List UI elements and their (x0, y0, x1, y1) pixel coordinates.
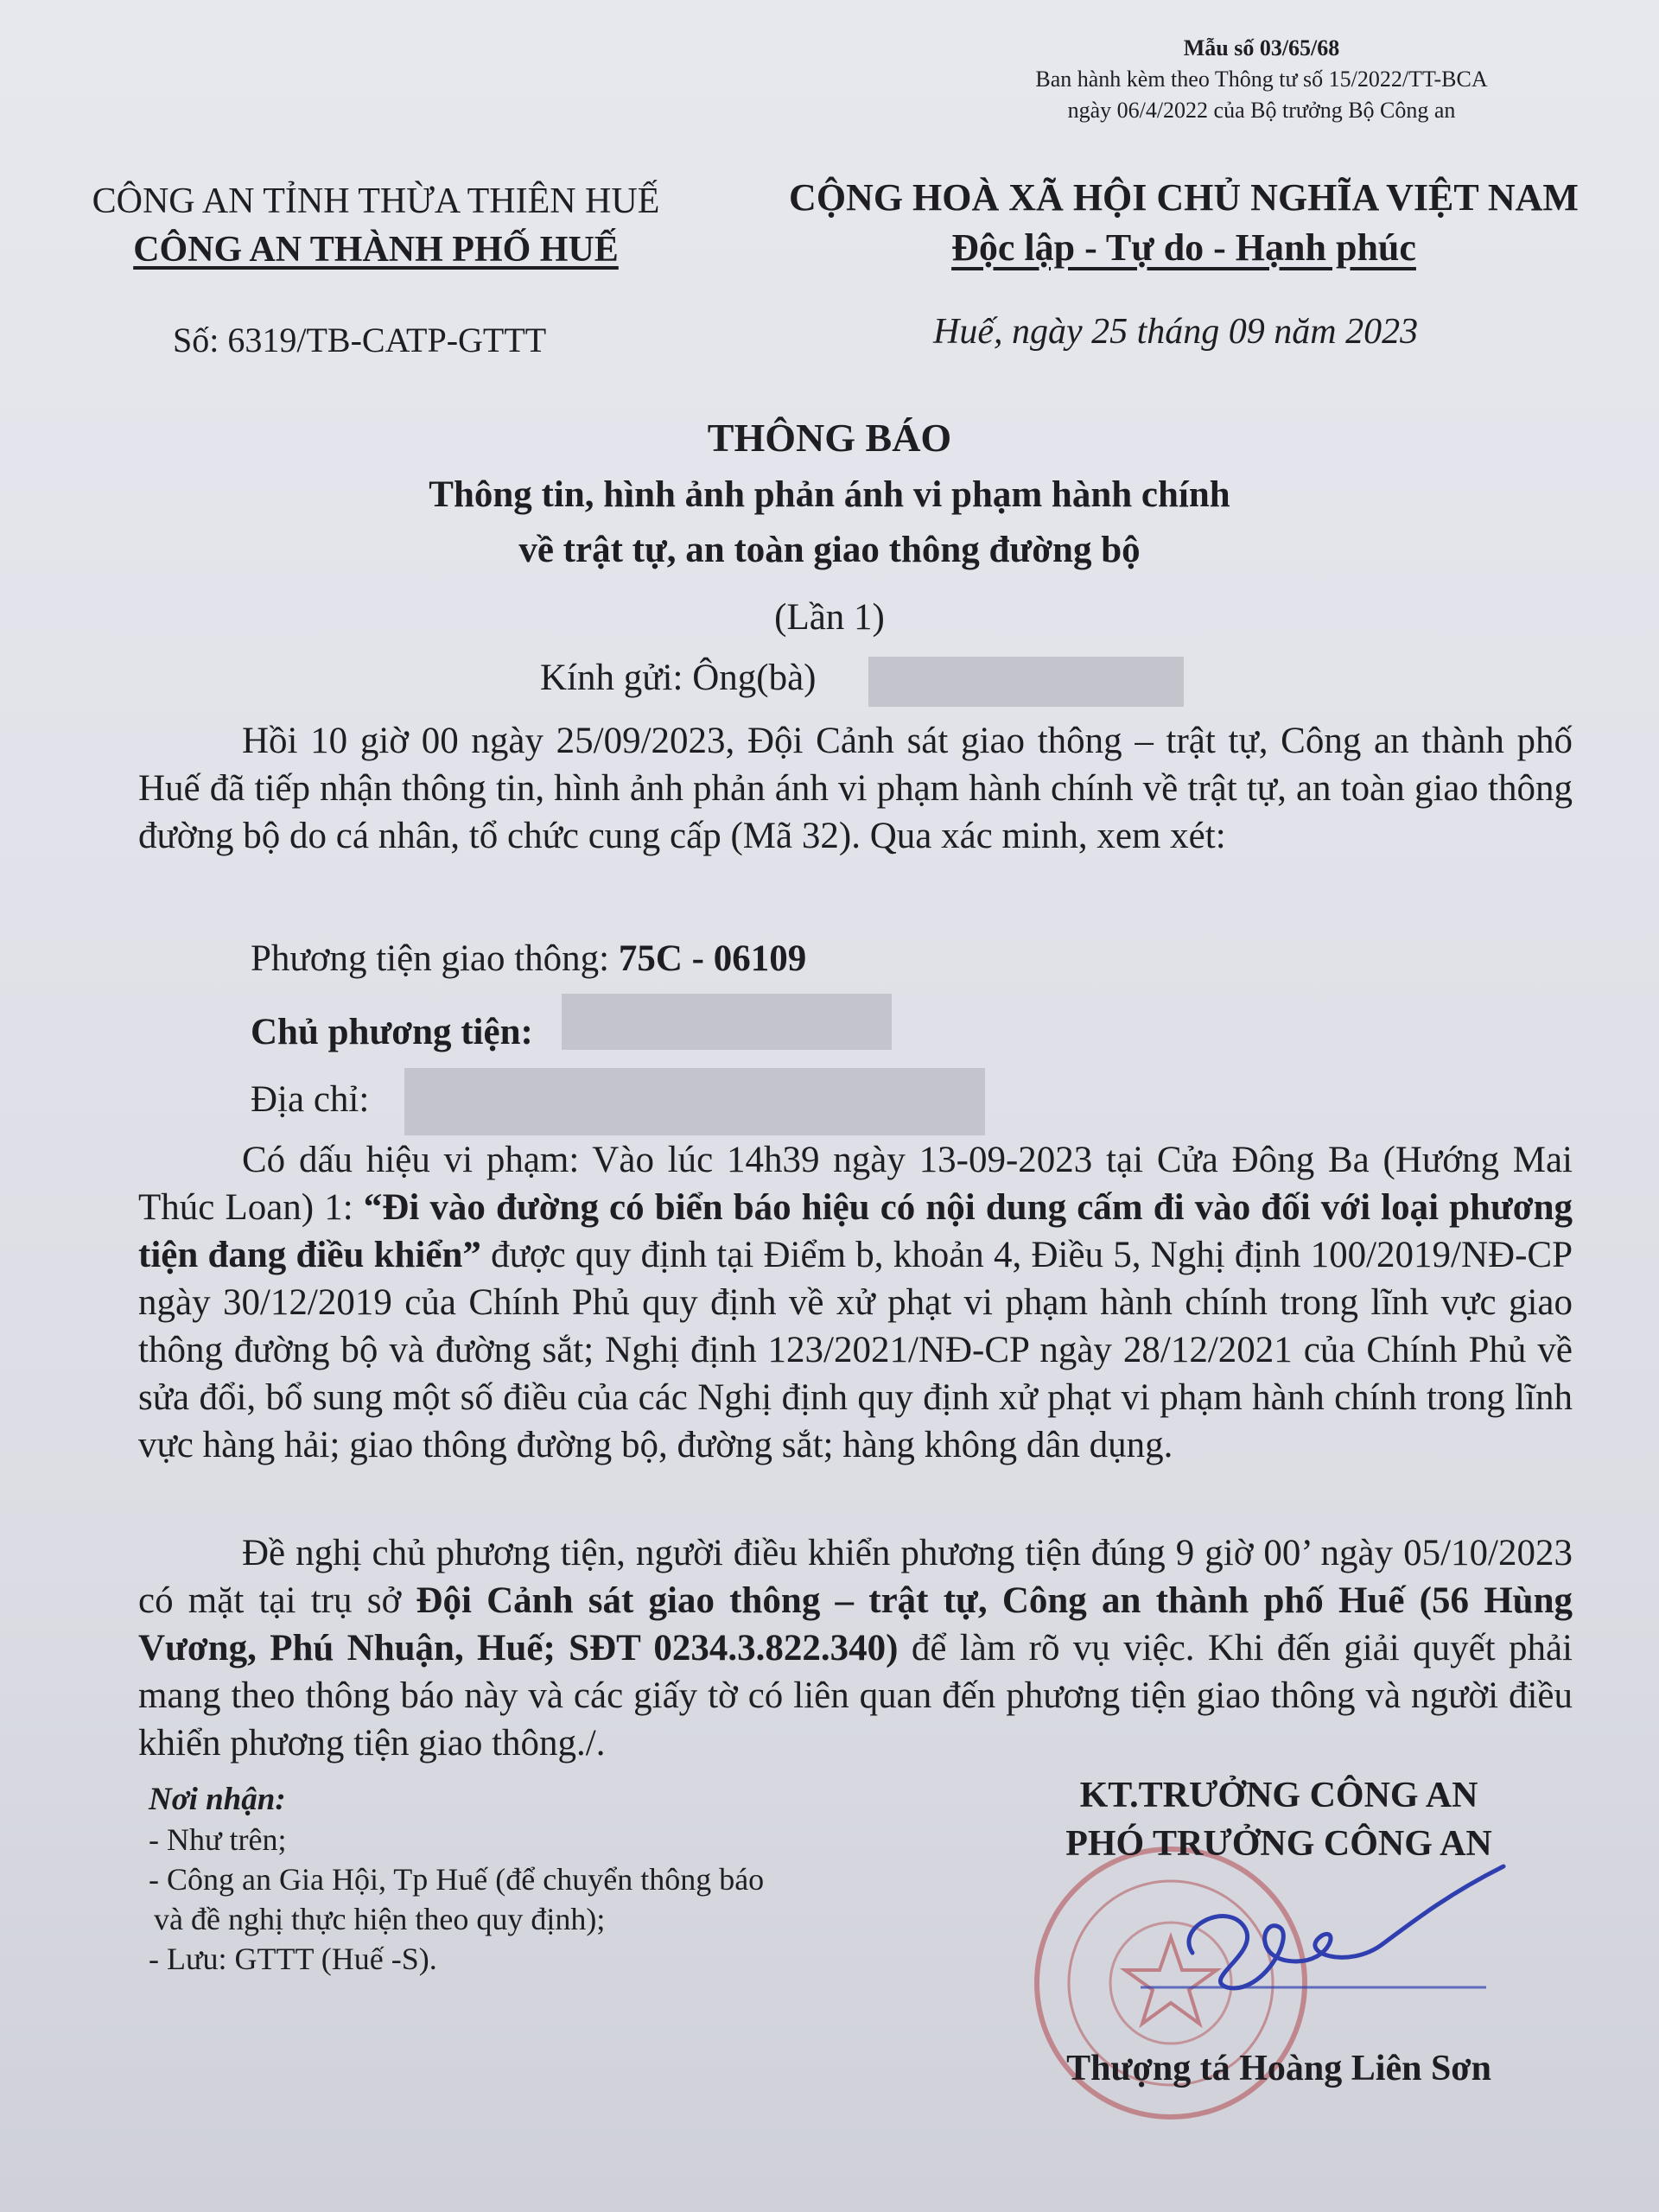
signatory-title-2: PHÓ TRƯỞNG CÔNG AN (1065, 1824, 1492, 1864)
owner-label: Chủ phương tiện: (251, 1012, 533, 1052)
request-paragraph (138, 1529, 1573, 1767)
recipient-line (540, 657, 816, 699)
distribution-item-2: - Công an Gia Hội, Tp Huế (để chuyển thông báo (149, 1862, 765, 1897)
redacted-recipient-name (868, 657, 1184, 707)
violation-paragraph (138, 1136, 1573, 1469)
vehicle-plate: 75C - 06109 (618, 938, 807, 979)
distribution-list (149, 1780, 764, 1979)
recipient-label: Kính gửi: Ông(bà) (540, 658, 817, 698)
address-line (251, 1078, 369, 1121)
notice-round: (Lần 1) (774, 597, 885, 638)
request-intro: Đề nghị chủ phương tiện, người điều khiển phương tiện đúng 9 giờ 00’ ngày 05/10/2023 có mặt tại trụ sở (138, 1533, 1573, 1621)
document-subtitle-1: Thông tin, hình ảnh phản ánh vi phạm hành chính (429, 474, 1230, 515)
form-number: Mẫu số 03/65/68 (1183, 35, 1340, 60)
owner-line (251, 1011, 533, 1053)
signatory-title (976, 1771, 1581, 1868)
request-rest: để làm rõ vụ việc. Khi đến giải quyết phải mang theo thông báo này và các giấy tờ có liên quan đến phương tiện giao thông và người điều khiển phương tiện giao thông./. (138, 1628, 1573, 1764)
request-office: Đội Cảnh sát giao thông – trật tự, Công an thành phố Huế (56 Hùng Vương, Phú Nhuận, Huế; SĐT 0234.3.822.340) (138, 1580, 1573, 1669)
agency-city: CÔNG AN THÀNH PHỐ HUẾ (133, 230, 619, 270)
signatory-title-1: KT.TRƯỞNG CÔNG AN (1079, 1776, 1478, 1815)
address-label: Địa chỉ: (251, 1079, 370, 1120)
national-motto: Độc lập - Tự do - Hạnh phúc (951, 226, 1416, 269)
redacted-owner-name (562, 994, 892, 1050)
national-name: CỘNG HOÀ XÃ HỘI CHỦ NGHĨA VIỆT NAM (789, 176, 1579, 219)
violation-legal-basis: được quy định tại Điểm b, khoản 4, Điều 5, Nghị định 100/2019/NĐ-CP ngày 30/12/2019 của Chính Phủ quy định về xử phạt vi phạm hành chính trong lĩnh vực giao thông đường bộ và đường sắt; Nghị định 123/2021/NĐ-CP ngày 28/12/2021 của Chính Phủ về sửa đổi, bổ sung một số điều của các Nghị định quy định xử phạt vi phạm hành chính trong lĩnh vực hàng hải; giao thông đường bộ, đường sắt; hàng không dân dụng. (138, 1235, 1573, 1465)
agency-province: CÔNG AN TỈNH THỪA THIÊN HUẾ (92, 181, 660, 221)
distribution-item-2-cont: và đề nghị thực hiện theo quy định); (154, 1902, 606, 1936)
intro-paragraph: Hồi 10 giờ 00 ngày 25/09/2023, Đội Cảnh sát giao thông – trật tự, Công an thành phố Huế đã tiếp nhận thông tin, hình ảnh phản ánh vi phạm hành chính về trật tự, an toàn giao thông đường bộ do cá nhân, tổ chức cung cấp (Mã 32). Qua xác minh, xem xét: (138, 721, 1573, 856)
handwritten-signature (1123, 1858, 1521, 2013)
vehicle-line (251, 938, 806, 980)
issuing-agency (52, 177, 700, 274)
distribution-item-3: - Lưu: GTTT (Huế -S). (149, 1942, 437, 1976)
national-header (752, 173, 1616, 273)
form-issued-line1: Ban hành kèm theo Thông tư số 15/2022/TT-BCA (1035, 67, 1488, 92)
form-issued-line2: ngày 06/4/2022 của Bộ trưởng Bộ Công an (1067, 98, 1456, 123)
document-title: THÔNG BÁO (707, 416, 952, 460)
document-date: Huế, ngày 25 tháng 09 năm 2023 (933, 312, 1419, 352)
signatory-name: Thượng tá Hoàng Liên Sơn (1066, 2049, 1491, 2088)
document-subtitle-2: về trật tự, an toàn giao thông đường bộ (518, 530, 1141, 570)
form-reference (1002, 33, 1521, 126)
redacted-address (404, 1068, 985, 1135)
violation-description: “Đi vào đường có biển báo hiệu có nội dung cấm đi vào đối với loại phương tiện đang điều khiển” (138, 1187, 1573, 1275)
distribution-heading: Nơi nhận: (149, 1782, 286, 1817)
document-number: Số: 6319/TB-CATP-GTTT (173, 321, 547, 359)
violation-intro: Có dấu hiệu vi phạm: Vào lúc 14h39 ngày 13-09-2023 tại Cửa Đông Ba (Hướng Mai Thúc Loan) 1: (138, 1140, 1573, 1228)
vehicle-label: Phương tiện giao thông: (251, 938, 619, 979)
distribution-item-1: - Như trên; (149, 1822, 287, 1857)
